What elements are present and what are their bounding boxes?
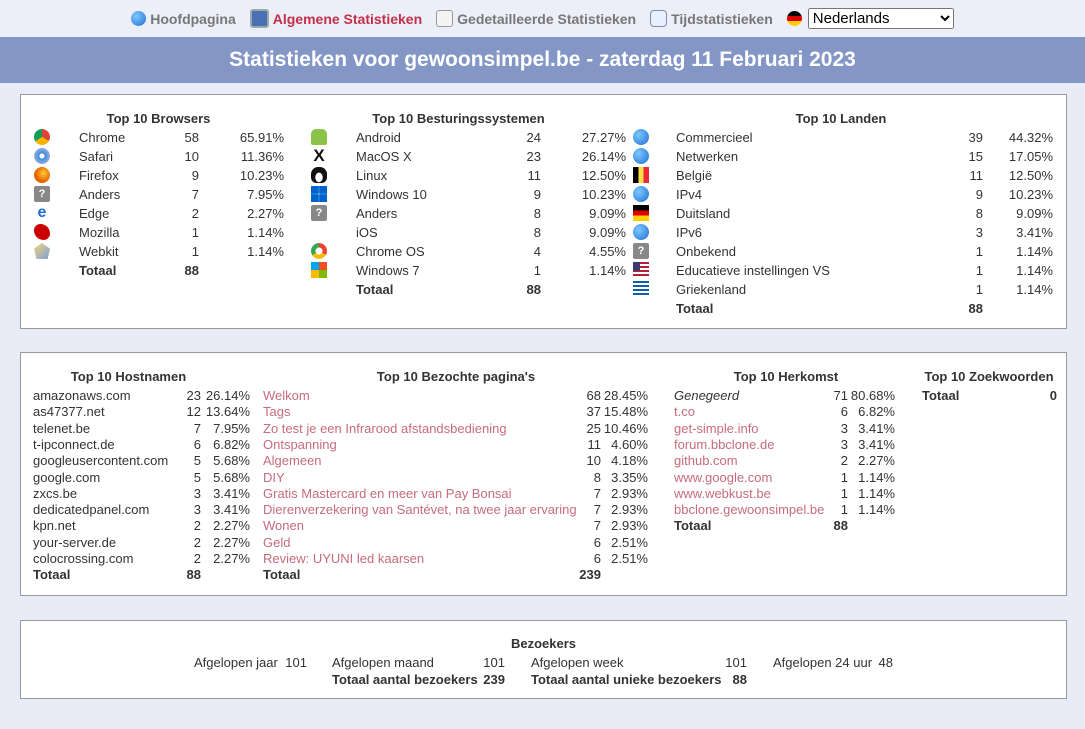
pages-percentage: 28.45% <box>603 388 648 403</box>
os-percentage: 9.09% <box>589 225 626 240</box>
referrers-percentage: 1.14% <box>858 469 895 485</box>
browsers-name: Safari <box>79 149 113 164</box>
month-value: 101 <box>483 655 505 670</box>
pages-count: 7 <box>593 485 601 501</box>
os-row <box>311 261 626 280</box>
hostnames-count: 5 <box>193 453 201 469</box>
os-count: 8 <box>533 206 541 221</box>
visitors-panel <box>20 620 1067 699</box>
unknown-icon: ? <box>34 186 50 202</box>
hostnames-percentage: 2.27% <box>213 518 250 534</box>
hostnames-percentage: 2.27% <box>213 534 250 550</box>
year-value: 101 <box>285 655 307 670</box>
hostnames-percentage: 5.68% <box>213 453 250 469</box>
countries-percentage: 10.23% <box>1008 187 1053 202</box>
os-total-label: Totaal <box>356 282 394 297</box>
hostnames-title: Top 10 Hostnamen <box>70 369 187 384</box>
unique-visitors-label: Totaal aantal unieke bezoekers <box>531 672 722 687</box>
hostnames-name: t-ipconnect.de <box>33 436 115 452</box>
browsers-count: 58 <box>184 130 199 145</box>
referrers-count: 71 <box>833 388 848 403</box>
windows7-icon <box>311 262 327 278</box>
hostnames-count: 23 <box>186 388 201 403</box>
os-name: Anders <box>356 206 398 221</box>
countries-count: 15 <box>968 149 983 164</box>
hostnames-percentage: 6.82% <box>213 436 250 452</box>
countries-total-value: 88 <box>968 301 983 316</box>
safari-icon <box>34 148 50 164</box>
browsers-percentage: 1.14% <box>247 225 284 240</box>
browsers-name: Mozilla <box>79 225 120 240</box>
browsers-count: 1 <box>191 225 199 240</box>
referrers-percentage: 1.14% <box>858 485 895 501</box>
countries-row <box>633 223 1058 242</box>
countries-row <box>633 185 1058 204</box>
countries-title: Top 10 Landen <box>795 111 887 126</box>
pages-name[interactable]: Review: UYUNI led kaarsen <box>263 551 425 566</box>
unique-visitors-value: 88 <box>732 672 747 687</box>
referrers-total-label: Totaal <box>674 518 712 534</box>
chromeos-icon <box>311 243 327 259</box>
countries-name: Commercieel <box>676 130 753 145</box>
pages-percentage: 4.60% <box>611 436 648 452</box>
countries-percentage: 3.41% <box>1016 225 1053 240</box>
hostnames-count: 2 <box>193 518 201 534</box>
summary-panel-top <box>20 94 1067 329</box>
pages-percentage: 10.46% <box>603 420 648 436</box>
os-count: 4 <box>533 244 541 259</box>
pages-percentage: 2.93% <box>611 502 648 518</box>
pages-total-value: 239 <box>579 567 601 583</box>
os-count: 11 <box>527 168 541 183</box>
hostnames-name: googleusercontent.com <box>33 453 169 469</box>
os-percentage: 27.27% <box>581 130 626 145</box>
os-name: Chrome OS <box>356 244 425 259</box>
nav-item-hoofdpagina[interactable] <box>131 11 236 27</box>
referrers-name[interactable]: get-simple.info <box>674 420 759 436</box>
apple-icon <box>311 224 327 240</box>
countries-name: IPv6 <box>676 225 703 240</box>
os-row <box>311 166 626 185</box>
nav-item-label: Tijdstatistieken <box>671 10 773 27</box>
countries-percentage: 1.14% <box>1016 244 1053 259</box>
referrers-total-value: 88 <box>833 518 848 534</box>
pages-percentage: 2.93% <box>611 485 648 501</box>
hostnames-count: 6 <box>193 436 201 452</box>
browsers-percentage: 10.23% <box>239 168 284 183</box>
os-total-row <box>311 280 606 299</box>
nav-item-gedetailleerde-statistieken[interactable] <box>436 10 636 27</box>
linux-icon <box>311 167 327 183</box>
firefox-icon <box>34 167 50 183</box>
referrers-percentage: 6.82% <box>858 404 895 420</box>
browsers-name: Anders <box>79 187 121 202</box>
pages-count: 25 <box>586 420 601 436</box>
browsers-count: 2 <box>191 206 199 221</box>
referrers-name[interactable]: github.com <box>674 453 738 469</box>
os-count: 24 <box>526 130 541 145</box>
pages-count: 68 <box>586 388 601 403</box>
countries-row <box>633 242 1058 261</box>
os-name: Android <box>356 130 401 145</box>
unknown-icon: ? <box>311 205 327 221</box>
os-count: 8 <box>533 225 541 240</box>
globe-icon <box>633 224 649 240</box>
globe-icon <box>633 129 649 145</box>
day-value: 48 <box>878 655 893 670</box>
referrers-name[interactable]: t.co <box>674 404 695 420</box>
year-label: Afgelopen jaar <box>194 655 278 670</box>
hostnames-count: 5 <box>193 469 201 485</box>
week-value: 101 <box>725 655 747 670</box>
hostnames-count: 3 <box>193 485 201 501</box>
referrers-name[interactable]: bbclone.gewoonsimpel.be <box>674 502 825 518</box>
referrers-count: 3 <box>840 436 848 452</box>
germany-flag-icon <box>633 205 649 221</box>
pages-name[interactable]: Dierenverzekering van Santévet, na twee jaar ervaring <box>263 502 577 518</box>
os-row <box>311 204 626 223</box>
countries-percentage: 44.32% <box>1008 130 1053 145</box>
monitor-icon <box>250 9 269 28</box>
browsers-count: 10 <box>184 149 199 164</box>
referrers-name: Genegeerd <box>674 388 740 403</box>
webkit-icon <box>34 243 50 259</box>
countries-count: 1 <box>975 263 983 278</box>
os-percentage: 9.09% <box>589 206 626 221</box>
pages-count: 8 <box>593 469 601 485</box>
os-name: Windows 7 <box>356 263 420 278</box>
pages-percentage: 2.51% <box>611 534 648 550</box>
edge-icon: e <box>34 205 50 221</box>
countries-count: 3 <box>975 225 983 240</box>
globe-icon <box>131 11 146 26</box>
referrers-percentage: 1.14% <box>858 502 895 518</box>
countries-name: Educatieve instellingen VS <box>676 263 830 278</box>
countries-name: Duitsland <box>676 206 731 221</box>
hostnames-percentage: 13.64% <box>205 404 250 420</box>
nav-item-label: Algemene Statistieken <box>272 10 423 27</box>
usa-flag-icon <box>633 262 649 278</box>
countries-row <box>633 166 1058 185</box>
browsers-count: 7 <box>191 187 199 202</box>
os-name: MacOS X <box>356 149 412 164</box>
countries-row <box>633 204 1058 223</box>
document-icon <box>436 10 453 27</box>
os-title: Top 10 Besturingssystemen <box>372 111 545 126</box>
hostnames-total-row <box>33 565 243 584</box>
referrers-count: 6 <box>840 404 848 420</box>
globe-icon <box>633 186 649 202</box>
browsers-percentage: 7.95% <box>247 187 284 202</box>
hostnames-percentage: 26.14% <box>205 388 250 403</box>
pages-count: 37 <box>586 404 601 420</box>
total-visitors-label: Totaal aantal bezoekers <box>332 672 478 687</box>
hostnames-name: amazonaws.com <box>33 388 131 403</box>
summary-panel-middle <box>20 352 1067 596</box>
keywords-title: Top 10 Zoekwoorden <box>924 369 1054 384</box>
countries-count: 1 <box>975 244 983 259</box>
browsers-total-value: 88 <box>184 263 199 278</box>
nav-item-tijdstatistieken[interactable] <box>650 10 773 27</box>
countries-percentage: 1.14% <box>1016 263 1053 278</box>
browsers-row <box>34 242 299 261</box>
hostnames-name: kpn.net <box>33 518 76 534</box>
countries-percentage: 17.05% <box>1008 149 1053 164</box>
referrers-title: Top 10 Herkomst <box>733 369 839 384</box>
month-label: Afgelopen maand <box>332 655 434 670</box>
hostnames-count: 2 <box>193 534 201 550</box>
countries-name: IPv4 <box>676 187 703 202</box>
hostnames-name: zxcs.be <box>33 485 78 501</box>
os-name: Linux <box>356 168 388 183</box>
hostnames-percentage: 3.41% <box>213 502 250 518</box>
os-name: iOS <box>356 225 378 240</box>
browsers-percentage: 2.27% <box>247 206 284 221</box>
countries-row <box>633 280 1058 299</box>
keywords-total-row <box>922 386 1057 405</box>
keywords-total-label: Totaal <box>922 388 960 403</box>
countries-name: België <box>676 168 713 183</box>
browsers-row <box>34 185 299 204</box>
countries-percentage: 9.09% <box>1016 206 1053 221</box>
pages-name[interactable]: Gratis Mastercard en meer van Pay Bonsai <box>263 485 512 501</box>
nav-item-label: Gedetailleerde Statistieken <box>457 10 637 27</box>
countries-count: 9 <box>975 187 983 202</box>
pages-count: 7 <box>593 518 601 534</box>
countries-count: 11 <box>969 168 983 183</box>
countries-name: Griekenland <box>676 282 747 297</box>
browsers-name: Webkit <box>79 244 119 259</box>
globe-icon <box>633 148 649 164</box>
pages-percentage: 15.48% <box>603 404 648 420</box>
hostnames-count: 3 <box>193 502 201 518</box>
countries-total-row <box>633 299 1058 318</box>
referrers-total-row <box>674 516 899 535</box>
page-title: Statistieken voor gewoonsimpel.be - zaterdag 11 Februari 2023 <box>0 37 1085 83</box>
hostnames-total-label: Totaal <box>33 567 71 583</box>
browsers-name: Chrome <box>79 130 126 145</box>
hostnames-percentage: 2.27% <box>213 551 250 566</box>
os-row <box>311 223 626 242</box>
pages-name[interactable]: Tags <box>263 404 291 420</box>
referrers-count: 1 <box>840 502 848 518</box>
pages-title: Top 10 Bezochte pagina's <box>376 369 536 384</box>
week-label: Afgelopen week <box>531 655 624 670</box>
os-count: 23 <box>526 149 541 164</box>
browsers-row <box>34 147 299 166</box>
android-icon <box>311 129 327 145</box>
clock-icon <box>650 10 667 27</box>
referrers-count: 1 <box>840 469 848 485</box>
pages-name[interactable]: Algemeen <box>263 453 322 469</box>
visitors-title: Bezoekers <box>510 636 577 651</box>
hostnames-name: dedicatedpanel.com <box>33 502 150 518</box>
browsers-total-row <box>34 261 299 280</box>
hostnames-total-value: 88 <box>186 567 201 583</box>
hostnames-name: google.com <box>33 469 101 485</box>
referrers-name[interactable]: www.google.com <box>674 469 773 485</box>
pages-count: 7 <box>593 502 601 518</box>
referrers-count: 1 <box>840 485 848 501</box>
countries-percentage: 12.50% <box>1008 168 1053 183</box>
referrers-percentage: 80.68% <box>850 388 895 403</box>
countries-row <box>633 261 1058 280</box>
os-percentage: 4.55% <box>589 244 626 259</box>
countries-count: 39 <box>968 130 983 145</box>
countries-count: 8 <box>975 206 983 221</box>
browsers-row <box>34 166 299 185</box>
unknown-icon: ? <box>633 243 649 259</box>
browsers-percentage: 1.14% <box>247 244 284 259</box>
pages-name[interactable]: Ontspanning <box>263 436 337 452</box>
referrers-percentage: 3.41% <box>858 436 895 452</box>
windows10-icon <box>311 186 327 202</box>
os-row <box>311 146 626 166</box>
referrers-percentage: 3.41% <box>858 420 895 436</box>
browsers-count: 1 <box>191 244 199 259</box>
hostnames-count: 7 <box>193 420 201 436</box>
pages-name[interactable]: DIY <box>263 469 285 485</box>
os-row <box>311 242 626 261</box>
browsers-name: Edge <box>79 206 110 221</box>
language-select[interactable] <box>808 8 954 29</box>
browsers-name: Firefox <box>79 168 119 183</box>
os-percentage: 26.14% <box>581 149 626 164</box>
mozilla-icon <box>34 224 50 240</box>
os-percentage: 10.23% <box>581 187 626 202</box>
os-row <box>311 185 626 204</box>
pages-percentage: 2.51% <box>611 551 648 566</box>
browsers-total-label: Totaal <box>79 263 117 278</box>
pages-total-row <box>263 565 653 584</box>
countries-row <box>633 147 1058 166</box>
belgium-flag-icon <box>633 167 649 183</box>
hostnames-name: as47377.net <box>33 404 105 420</box>
pages-percentage: 3.35% <box>611 469 648 485</box>
browsers-row <box>34 204 299 223</box>
referrers-count: 2 <box>840 453 848 469</box>
os-count: 1 <box>533 263 541 278</box>
pages-percentage: 4.18% <box>611 453 648 469</box>
hostnames-name: your-server.de <box>33 534 117 550</box>
keywords-total-value: 0 <box>1049 388 1057 403</box>
pages-name[interactable]: Geld <box>263 534 291 550</box>
nav-item-algemene-statistieken[interactable] <box>250 9 422 28</box>
referrers-count: 3 <box>840 420 848 436</box>
countries-name: Onbekend <box>676 244 736 259</box>
total-visitors-value: 239 <box>483 672 505 687</box>
os-name: Windows 10 <box>356 187 427 202</box>
pages-name[interactable]: Wonen <box>263 518 304 534</box>
pages-count: 10 <box>586 453 601 469</box>
os-total-value: 88 <box>526 282 541 297</box>
pages-name[interactable]: Welkom <box>263 388 310 403</box>
os-percentage: 1.14% <box>589 263 626 278</box>
pages-count: 6 <box>593 534 601 550</box>
referrers-name[interactable]: forum.bbclone.de <box>674 436 775 452</box>
browsers-percentage: 11.36% <box>240 149 284 164</box>
macos-icon: X <box>313 146 325 165</box>
hostnames-name: colocrossing.com <box>33 551 134 566</box>
countries-percentage: 1.14% <box>1016 282 1053 297</box>
top-navigation <box>0 0 1085 37</box>
browsers-count: 9 <box>191 168 199 183</box>
pages-count: 6 <box>593 551 601 566</box>
visitors-row-2 <box>21 670 1066 689</box>
chrome-icon <box>34 129 50 145</box>
day-label: Afgelopen 24 uur <box>773 655 873 670</box>
hostnames-count: 2 <box>193 551 201 566</box>
countries-row <box>633 128 1058 147</box>
os-row <box>311 128 626 147</box>
hostnames-percentage: 3.41% <box>213 485 250 501</box>
browsers-row <box>34 223 299 242</box>
browsers-title: Top 10 Browsers <box>106 111 211 126</box>
pages-total-label: Totaal <box>263 567 301 583</box>
countries-name: Netwerken <box>676 149 739 164</box>
countries-total-label: Totaal <box>676 301 714 316</box>
referrers-percentage: 2.27% <box>858 453 895 469</box>
countries-count: 1 <box>975 282 983 297</box>
nav-item-label: Hoofdpagina <box>150 10 236 27</box>
german-flag-icon <box>787 11 802 26</box>
pages-percentage: 2.93% <box>611 518 648 534</box>
pages-name[interactable]: Zo test je een Infrarood afstandsbediening <box>263 420 507 436</box>
browsers-row <box>34 128 299 147</box>
browsers-percentage: 65.91% <box>239 130 284 145</box>
os-count: 9 <box>533 187 541 202</box>
referrers-name[interactable]: www.webkust.be <box>674 485 771 501</box>
hostnames-percentage: 7.95% <box>213 420 250 436</box>
pages-count: 11 <box>587 436 601 452</box>
hostnames-count: 12 <box>186 404 201 420</box>
hostnames-percentage: 5.68% <box>213 469 250 485</box>
hostnames-name: telenet.be <box>33 420 91 436</box>
greece-flag-icon <box>633 281 649 297</box>
os-percentage: 12.50% <box>581 168 626 183</box>
